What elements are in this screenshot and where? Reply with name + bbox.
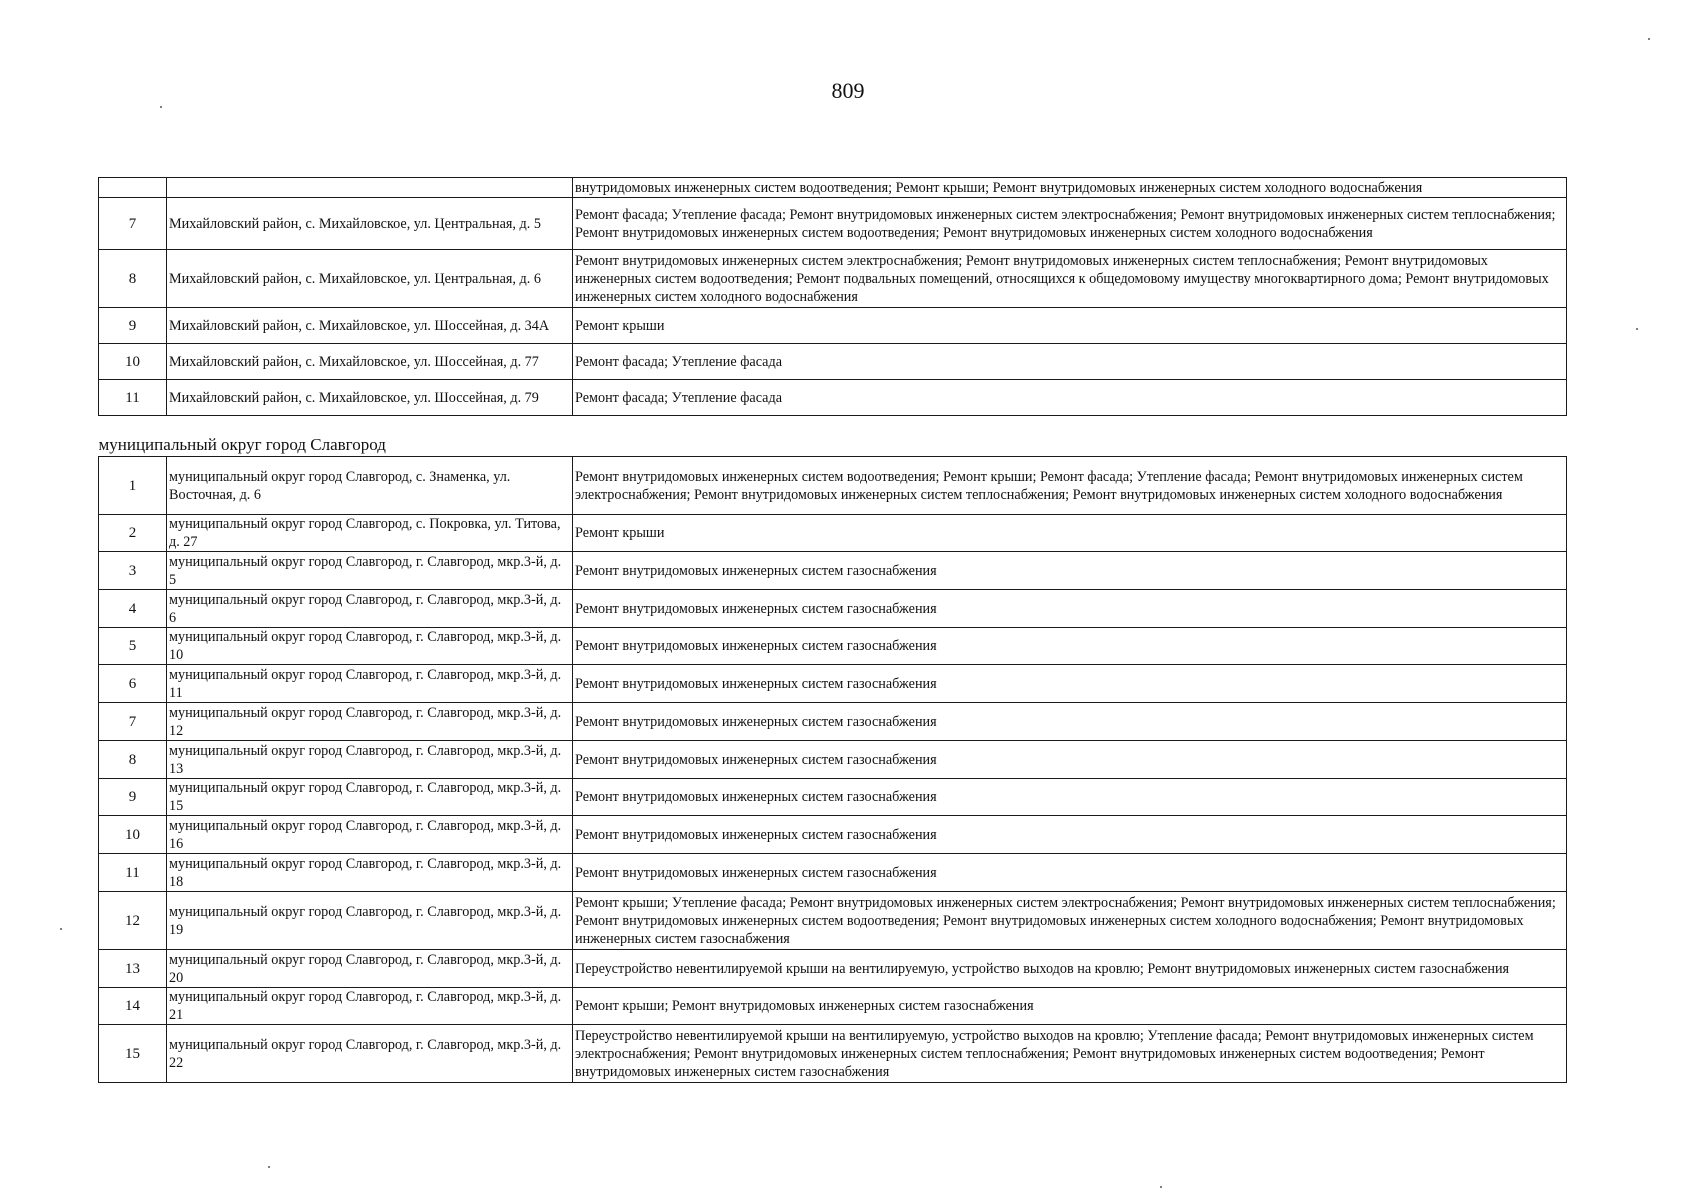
works-cell: Ремонт крыши [573, 308, 1567, 344]
address-cell [167, 178, 573, 198]
works-cell: Ремонт внутридомовых инженерных систем газоснабжения [573, 628, 1567, 665]
scan-speck [1636, 328, 1638, 330]
scan-speck [1648, 38, 1650, 40]
row-number-cell: 13 [99, 950, 167, 988]
works-cell: Ремонт внутридомовых инженерных систем газоснабжения [573, 741, 1567, 779]
table-row [99, 665, 1567, 703]
row-number-cell: 10 [99, 816, 167, 854]
address-cell: муниципальный округ город Славгород, г. Славгород, мкр.3-й, д. 19 [167, 892, 573, 950]
works-cell: Ремонт внутридомовых инженерных систем газоснабжения [573, 590, 1567, 628]
works-cell: Ремонт крыши [573, 515, 1567, 552]
table-row [99, 250, 1567, 308]
row-number-cell: 11 [99, 380, 167, 416]
works-cell: Ремонт внутридомовых инженерных систем газоснабжения [573, 854, 1567, 892]
table-row [99, 590, 1567, 628]
address-cell: муниципальный округ город Славгород, г. Славгород, мкр.3-й, д. 6 [167, 590, 573, 628]
row-number-cell: 3 [99, 552, 167, 590]
address-cell: муниципальный округ город Славгород, г. Славгород, мкр.3-й, д. 21 [167, 988, 573, 1025]
works-cell: Ремонт крыши; Ремонт внутридомовых инженерных систем газоснабжения [573, 988, 1567, 1025]
address-cell: муниципальный округ город Славгород, г. Славгород, мкр.3-й, д. 16 [167, 816, 573, 854]
table-row [99, 741, 1567, 779]
works-cell: Ремонт внутридомовых инженерных систем газоснабжения [573, 816, 1567, 854]
address-cell: муниципальный округ город Славгород, г. Славгород, мкр.3-й, д. 5 [167, 552, 573, 590]
works-cell: Переустройство невентилируемой крыши на вентилируемую, устройство выходов на кровлю; Ремонт внутридомовых инженерных систем газоснабжения [573, 950, 1567, 988]
address-cell: Михайловский район, с. Михайловское, ул. Центральная, д. 5 [167, 198, 573, 250]
section-cell [99, 416, 1567, 457]
works-cell: Ремонт внутридомовых инженерных систем газоснабжения [573, 779, 1567, 816]
address-cell: муниципальный округ город Славгород, г. Славгород, мкр.3-й, д. 13 [167, 741, 573, 779]
table-row [99, 344, 1567, 380]
row-number-cell: 14 [99, 988, 167, 1025]
row-number-cell: 6 [99, 665, 167, 703]
scan-speck [60, 928, 62, 930]
address-cell: муниципальный округ город Славгород, г. Славгород, мкр.3-й, д. 15 [167, 779, 573, 816]
row-number-cell: 9 [99, 779, 167, 816]
table-row [99, 988, 1567, 1025]
works-cell: Ремонт внутридомовых инженерных систем газоснабжения [573, 665, 1567, 703]
address-cell: муниципальный округ город Славгород, г. Славгород, мкр.3-й, д. 12 [167, 703, 573, 741]
address-cell: муниципальный округ город Славгород, г. Славгород, мкр.3-й, д. 10 [167, 628, 573, 665]
table-row [99, 380, 1567, 416]
works-cell: внутридомовых инженерных систем водоотведения; Ремонт крыши; Ремонт внутридомовых инженерных систем холодного водоснабжения [573, 178, 1567, 198]
address-cell: муниципальный округ город Славгород, с. Знаменка, ул. Восточная, д. 6 [167, 457, 573, 515]
address-cell: муниципальный округ город Славгород, г. Славгород, мкр.3-й, д. 18 [167, 854, 573, 892]
address-cell: Михайловский район, с. Михайловское, ул. Шоссейная, д. 77 [167, 344, 573, 380]
row-number-cell: 7 [99, 703, 167, 741]
table-row [99, 950, 1567, 988]
scan-speck [1160, 1186, 1162, 1188]
row-number-cell: 10 [99, 344, 167, 380]
row-number-cell: 7 [99, 198, 167, 250]
table-row [99, 552, 1567, 590]
works-cell: Ремонт внутридомовых инженерных систем газоснабжения [573, 552, 1567, 590]
row-number-cell: 1 [99, 457, 167, 515]
table-row [99, 178, 1567, 198]
works-cell: Переустройство невентилируемой крыши на вентилируемую, устройство выходов на кровлю; Утепление фасада; Ремонт внутридомовых инженерных систем электроснабжения; Ремонт внутридомовых инженерных систем теплоснабжения; Ремонт внутридомовых инженерных систем водоотведения; Ремонт внутридомовых инженерных систем газоснабжения [573, 1025, 1567, 1083]
row-number-cell: 9 [99, 308, 167, 344]
address-cell: муниципальный округ город Славгород, с. Покровка, ул. Титова, д. 27 [167, 515, 573, 552]
table-row [99, 1025, 1567, 1083]
row-number-cell: 2 [99, 515, 167, 552]
table-row [99, 779, 1567, 816]
table-row [99, 308, 1567, 344]
table-row [99, 892, 1567, 950]
repair-table [98, 177, 1567, 1083]
works-cell: Ремонт внутридомовых инженерных систем газоснабжения [573, 703, 1567, 741]
table-row [99, 816, 1567, 854]
works-cell: Ремонт фасада; Утепление фасада [573, 380, 1567, 416]
row-number-cell: 5 [99, 628, 167, 665]
works-cell: Ремонт внутридомовых инженерных систем электроснабжения; Ремонт внутридомовых инженерных систем теплоснабжения; Ремонт внутридомовых инженерных систем водоотведения; Ремонт подвальных помещений, относящихся к общедомовому имуществу многоквартирного дома; Ремонт внутридомовых инженерных систем холодного водоснабжения [573, 250, 1567, 308]
scan-speck [268, 1166, 270, 1168]
row-number-cell: 8 [99, 741, 167, 779]
table-row [99, 198, 1567, 250]
address-cell: муниципальный округ город Славгород, г. Славгород, мкр.3-й, д. 11 [167, 665, 573, 703]
address-cell: Михайловский район, с. Михайловское, ул. Шоссейная, д. 79 [167, 380, 573, 416]
scan-speck [160, 106, 162, 108]
row-number-cell: 15 [99, 1025, 167, 1083]
works-cell: Ремонт фасада; Утепление фасада [573, 344, 1567, 380]
address-cell: Михайловский район, с. Михайловское, ул. Центральная, д. 6 [167, 250, 573, 308]
section-row [99, 416, 1567, 457]
works-cell: Ремонт фасада; Утепление фасада; Ремонт внутридомовых инженерных систем электроснабжения; Ремонт внутридомовых инженерных систем теплоснабжения; Ремонт внутридомовых инженерных систем водоотведения; Ремонт внутридомовых инженерных систем холодного водоснабжения [573, 198, 1567, 250]
row-number-cell: 12 [99, 892, 167, 950]
row-number-cell: 8 [99, 250, 167, 308]
row-number-cell [99, 178, 167, 198]
table-row [99, 703, 1567, 741]
table-body [99, 178, 1567, 1083]
works-cell: Ремонт крыши; Утепление фасада; Ремонт внутридомовых инженерных систем электроснабжения; Ремонт внутридомовых инженерных систем теплоснабжения; Ремонт внутридомовых инженерных систем водоотведения; Ремонт внутридомовых инженерных систем холодного водоснабжения; Ремонт внутридомовых инженерных систем газоснабжения [573, 892, 1567, 950]
table-row [99, 628, 1567, 665]
page-number: 809 [831, 78, 865, 103]
table-row [99, 457, 1567, 515]
address-cell: муниципальный округ город Славгород, г. Славгород, мкр.3-й, д. 22 [167, 1025, 573, 1083]
row-number-cell: 11 [99, 854, 167, 892]
address-cell: муниципальный округ город Славгород, г. Славгород, мкр.3-й, д. 20 [167, 950, 573, 988]
address-cell: Михайловский район, с. Михайловское, ул. Шоссейная, д. 34А [167, 308, 573, 344]
section-title: муниципальный округ город Славгород [98, 435, 386, 454]
table-row [99, 515, 1567, 552]
works-cell: Ремонт внутридомовых инженерных систем водоотведения; Ремонт крыши; Ремонт фасада; Утепление фасада; Ремонт внутридомовых инженерных систем электроснабжения; Ремонт внутридомовых инженерных систем теплоснабжения; Ремонт внутридомовых инженерных систем холодного водоснабжения [573, 457, 1567, 515]
table-row [99, 854, 1567, 892]
row-number-cell: 4 [99, 590, 167, 628]
